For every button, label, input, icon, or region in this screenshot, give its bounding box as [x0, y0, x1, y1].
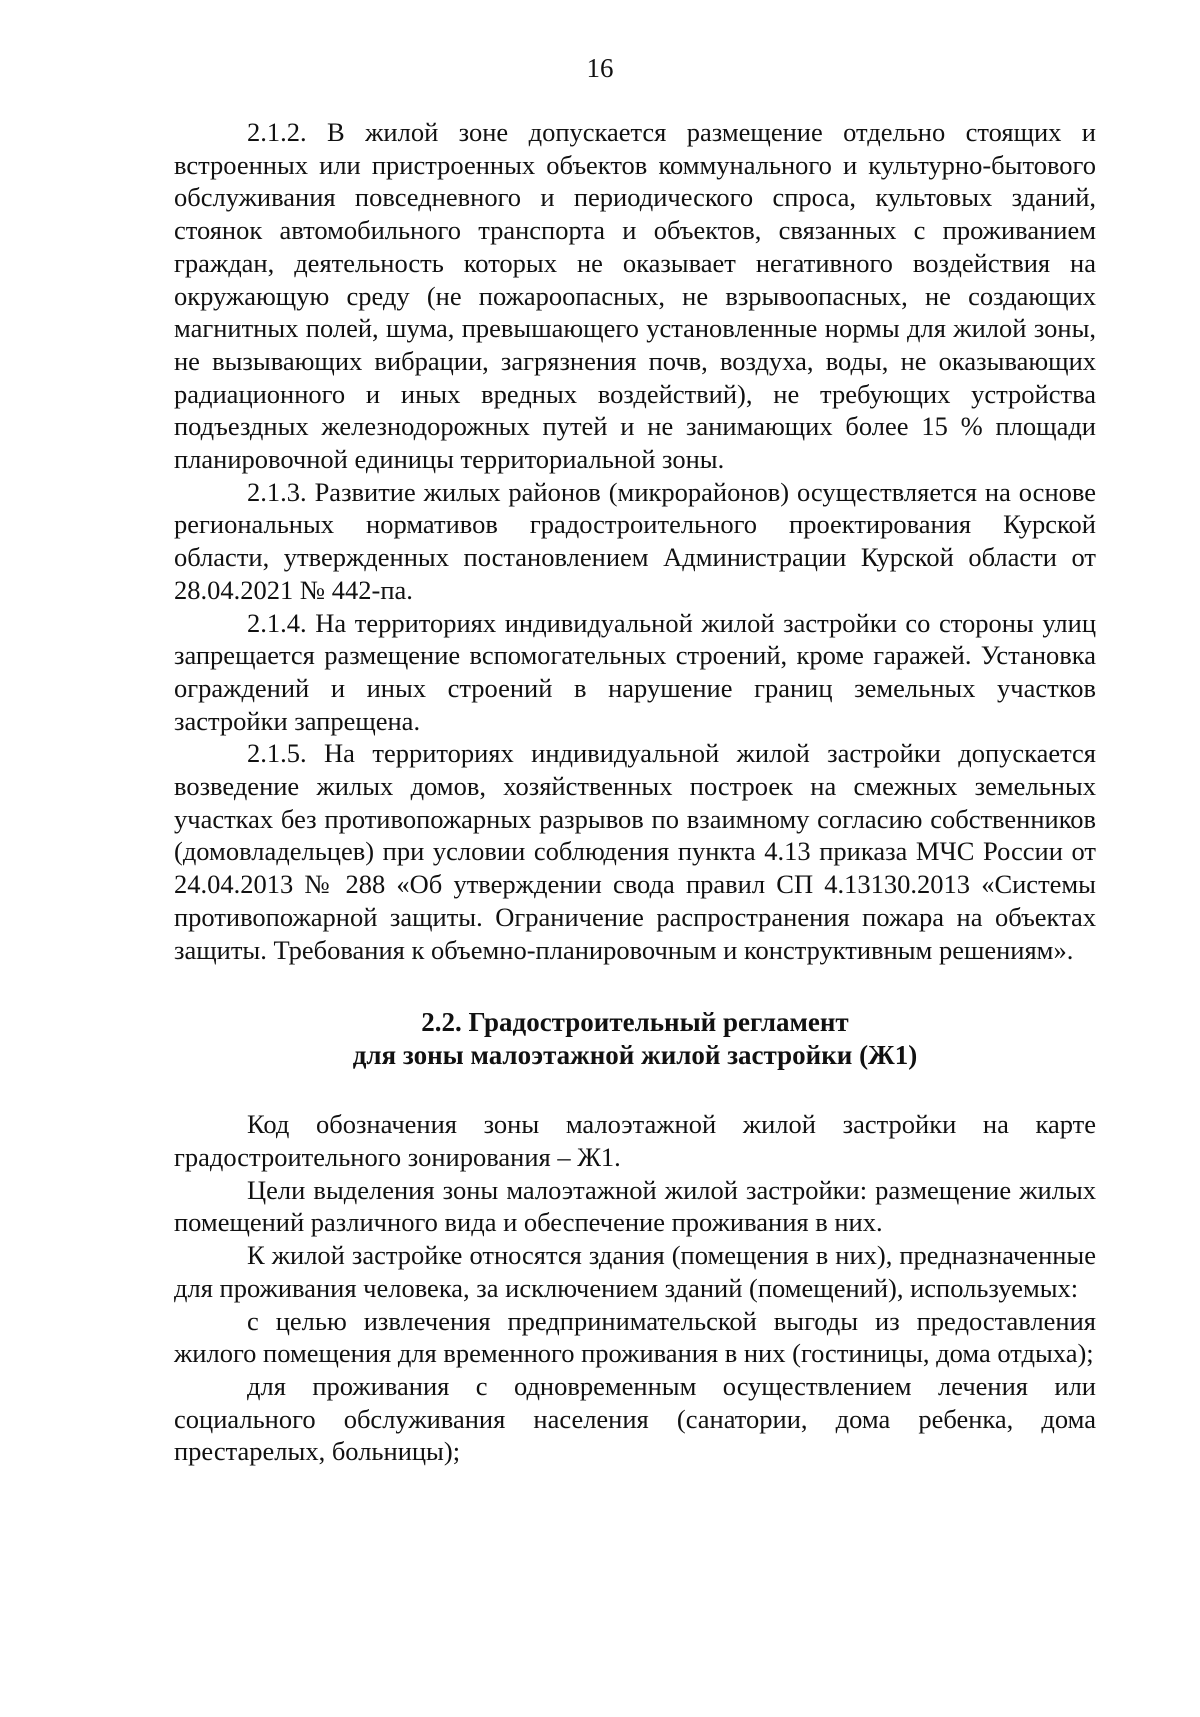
- paragraph-2-1-5: 2.1.5. На территориях индивидуальной жилой застройки допускается возведение жилых домов, хозяйственных построек на смежных земельных участках без противопожарных разрывов по взаимному согласию собственников (домовладельцев) при условии соблюдения пункта 4.13 приказа МЧС России от 24.04.2013 № 288 «Об утверждении свода правил СП 4.13130.2013 «Системы противопожарной защиты. Ограничение распространения пожара на объектах защиты. Требования к объемно-планировочным и конструктивным решениям».: [174, 738, 1096, 965]
- paragraph-2-1-3: 2.1.3. Развитие жилых районов (микрорайонов) осуществляется на основе региональных нормативов градостроительного проектирования Курской области, утвержденных постановлением Администрации Курской области от 28.04.2021 № 442-па.: [174, 476, 1096, 605]
- paragraph-2-1-2: 2.1.2. В жилой зоне допускается размещение отдельно стоящих и встроенных или пристроенных объектов коммунального и культурно-бытового обслуживания повседневного и периодического спроса, культовых зданий, стоянок автомобильного транспорта и объектов, связанных с проживанием граждан, деятельность которых не оказывает негативного воздействия на окружающую среду (не пожароопасных, не взрывоопасных, не создающих магнитных полей, шума, превышающего установленные нормы для жилой зоны, не вызывающих вибрации, загрязнения почв, воздуха, воды, не оказывающих радиационного и иных вредных воздействий), не требующих устройства подъездных железнодорожных путей и не занимающих более 15 % площади планировочной единицы территориальной зоны.: [174, 117, 1096, 475]
- section-heading-line-1: 2.2. Градостроительный регламент: [421, 1007, 849, 1038]
- section-heading-line-2: для зоны малоэтажной жилой застройки (Ж1): [352, 1040, 918, 1071]
- section-heading: [174, 1006, 1096, 1072]
- paragraph-residential-definition: К жилой застройке относятся здания (помещения в них), предназначенные для проживания человека, за исключением зданий (помещений), используемых:: [174, 1240, 1096, 1303]
- page-number: 16: [586, 53, 614, 83]
- paragraph-exception-commercial: с целью извлечения предпринимательской выгоды из предоставления жилого помещения для временного проживания в них (гостиницы, дома отдыха);: [174, 1305, 1096, 1369]
- paragraph-exception-medical: для проживания с одновременным осуществлением лечения или социального обслуживания населения (санатории, дома ребенка, дома престарелых, больницы);: [174, 1370, 1096, 1467]
- paragraph-zone-code: Код обозначения зоны малоэтажной жилой застройки на карте градостроительного зонирования – Ж1.: [174, 1109, 1096, 1172]
- paragraph-2-1-4: 2.1.4. На территориях индивидуальной жилой застройки со стороны улиц запрещается размещение вспомогательных строений, кроме гаражей. Установка ограждений и иных строений в нарушение границ земельных участков застройки запрещена.: [174, 607, 1096, 736]
- paragraph-zone-goals: Цели выделения зоны малоэтажной жилой застройки: размещение жилых помещений различного вида и обеспечение проживания в них.: [174, 1174, 1096, 1238]
- document-body: [174, 116, 1096, 1468]
